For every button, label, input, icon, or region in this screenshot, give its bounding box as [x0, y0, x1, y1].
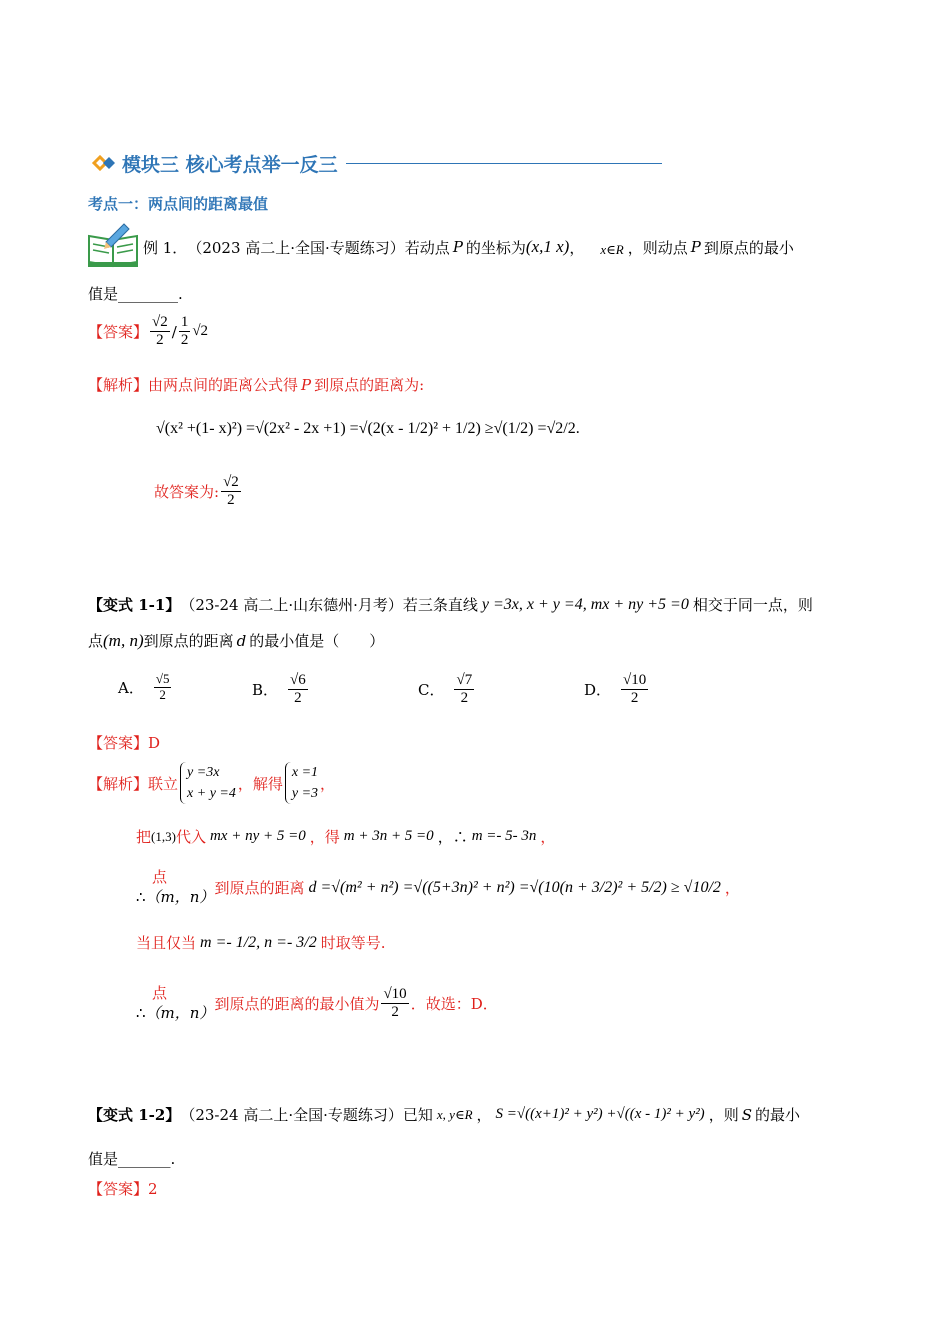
example1-domain: x∈R [600, 242, 624, 257]
example1-source: （2023 高二上·全国·专题练习） [187, 238, 405, 257]
option-a[interactable]: A． $\frac{√5}{2}$ [118, 671, 170, 702]
variant2-answer: 【答案】2 [88, 1180, 158, 1198]
variant1-step1: 把 (1,3) 代入 mx + ny + 5 =0 ，得 m + 3n + 5 =0 ，∴ m =- 5- 3n ， [136, 828, 556, 846]
module-title: 模块三 核心考点举一反三 [122, 153, 338, 176]
variant1-equations: y =3x, x + y =4, mx + ny +5 =0 [481, 595, 689, 613]
example1-line2: 值是________. [88, 285, 183, 303]
variant1-analysis: 【解析】 联立 y =3x x + y =4 ，解得 x =1 y =3 ， [88, 762, 335, 804]
module-header [92, 148, 662, 178]
variant1-options [118, 672, 678, 720]
example1-conclusion: 故答案为: $\frac{√2}{2}$ [154, 474, 239, 509]
book-pencil-icon [86, 222, 140, 268]
variant2-line1: 【变式 1-2】 （23-24 高二上·全国·专题练习） 已知 x, y∈R ， S =√((x+1)² + y²) +√((x - 1)² + y²) ，则 S 的最小 [88, 1105, 800, 1124]
example1-coord: (x,1 x) [525, 237, 570, 256]
example1-line1: 例 1． （2023 高二上·全国·专题练习） 若动点 P 的坐标为 (x,1 x) ， x∈R ，则动点 P 到原点的最小 [143, 237, 794, 257]
option-c[interactable]: C． $\frac{√7}{2}$ [418, 672, 473, 707]
example1-analysis: 【解析】由两点间的距离公式得 P 到原点的距离为: [88, 376, 425, 394]
option-d[interactable]: D． $\frac{√10}{2}$ [584, 672, 647, 707]
variant1-step3: 当且仅当 m =- 1/2, n =- 3/2 时取等号. [136, 933, 386, 952]
section-title: 考点一：两点间的距离最值 [88, 195, 269, 213]
variant1-step2: 点 ∴（m，n） 到原点的距离 d =√(m² + n²) =√((5+3n)² + n²) =√(10(n + 3/2)² + 5/2) ≥ √10/2 ， [136, 868, 740, 906]
variant1-answer: 【答案】D [88, 734, 161, 752]
variant2-formula: S =√((x+1)² + y²) +√((x - 1)² + y²) [495, 1106, 705, 1122]
example1-formula: √(x² +(1- x)²) =√(2x² - 2x +1) =√(2(x - 1/2)² + 1/2) ≥√(1/2) =√2/2. [156, 420, 580, 437]
example1-label: 例 1． [143, 238, 188, 257]
example1-answer: 【答案】 $\frac{√2}{2}$ / $\frac{1}{2}$ √2 [88, 314, 209, 349]
double-diamond-icon [92, 153, 118, 173]
module-divider [346, 163, 662, 164]
option-b[interactable]: B． $\frac{√6}{2}$ [252, 672, 306, 707]
variant1-line2: 点 (m, n) 到原点的距离 d 的最小值是（ ） [88, 630, 385, 650]
variant1-line1: 【变式 1-1】 （23-24 高二上·山东德州·月考） 若三条直线 y =3x, x + y =4, mx + ny +5 =0 相交于同一点，则 [88, 595, 813, 614]
variant2-line2: 值是_______. [88, 1150, 176, 1168]
variant1-step4: 点 ∴（m，n） 到原点的距离的最小值为 $\frac{√10}{2}$ ．故选：D． [136, 984, 498, 1022]
